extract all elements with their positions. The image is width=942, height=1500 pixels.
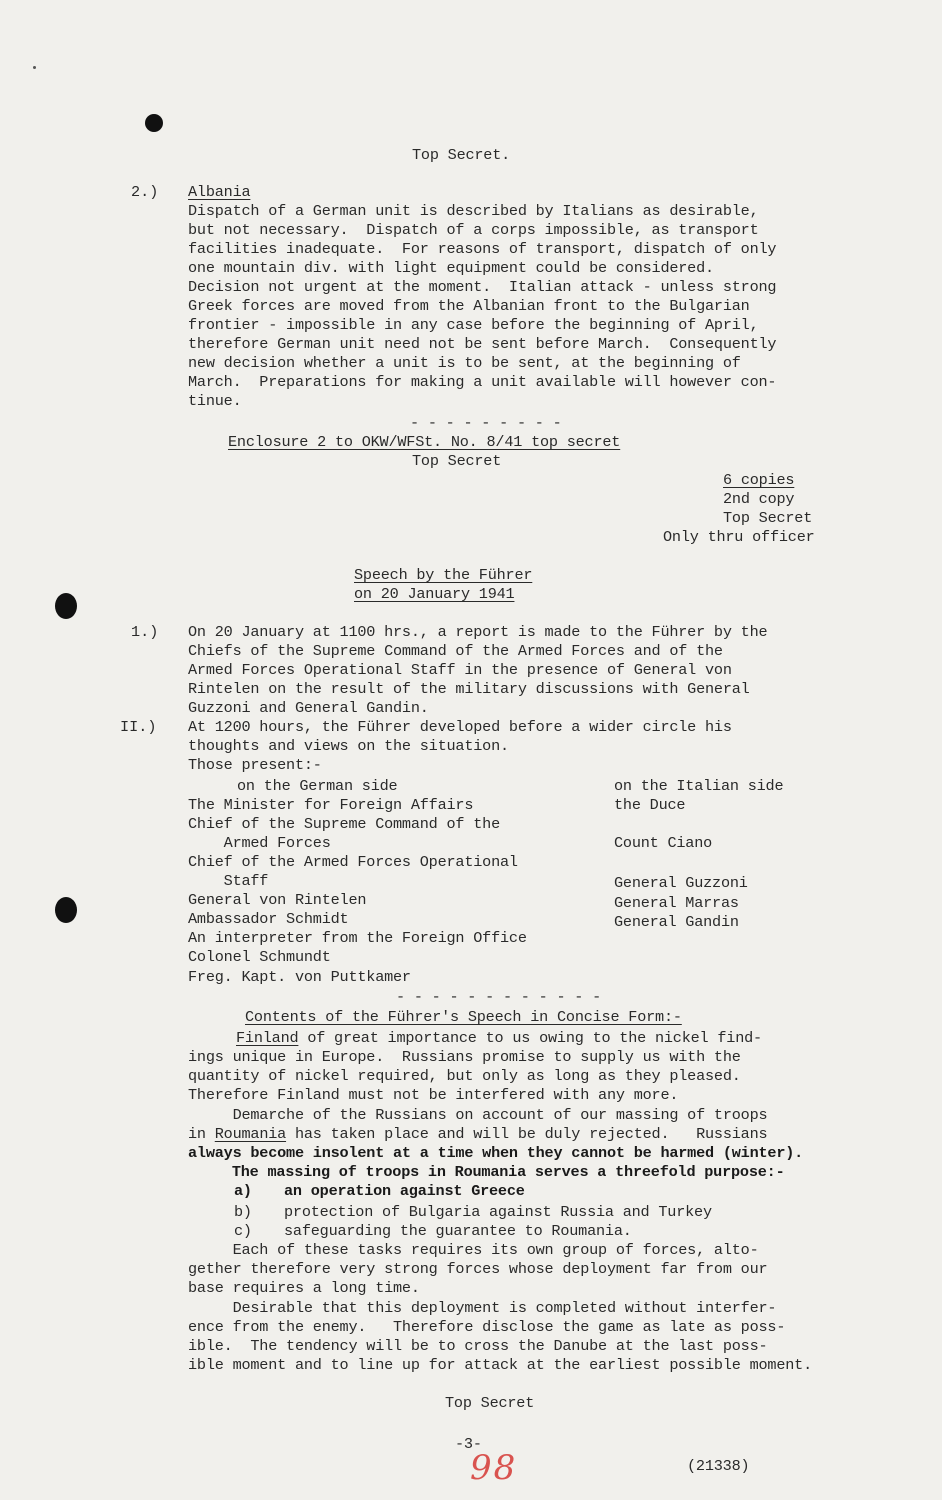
purpose-heading: The massing of troops in Roumania serves a threefold purpose:-: [214, 1163, 785, 1181]
speech-title-line2: on 20 January 1941: [354, 585, 515, 603]
para2-in: in: [188, 1125, 215, 1143]
contents-para3-line: base requires a long time.: [188, 1279, 420, 1297]
attendee: Staff: [188, 872, 269, 890]
attendee: The Minister for Foreign Affairs: [188, 796, 474, 814]
section-2b-line: At 1200 hours, the Führer developed before a wider circle his: [188, 718, 732, 736]
contents-para4-line: Desirable that this deployment is completed without interfer-: [188, 1299, 777, 1317]
section-1-line: Rintelen on the result of the military discussions with General: [188, 680, 750, 698]
section-2b-number: II.): [120, 718, 157, 736]
punch-hole-middle: [55, 593, 77, 619]
purpose-item: protection of Bulgaria against Russia and Turkey: [284, 1203, 712, 1221]
para2-rest: has taken place and will be duly rejected. Russians: [286, 1125, 768, 1143]
purpose-label: b): [234, 1203, 252, 1221]
german-side-label: on the German side: [237, 777, 398, 795]
handwritten-number: 98: [470, 1448, 518, 1488]
finland-word: Finland: [236, 1029, 299, 1047]
header-top-secret: Top Secret.: [412, 146, 511, 164]
roumania-word: Roumania: [214, 1125, 287, 1143]
attendee: Colonel Schmundt: [188, 948, 331, 966]
section-1-line: Armed Forces Operational Staff in the presence of General von: [188, 661, 732, 679]
section-2-line: tinue.: [188, 392, 242, 410]
contents-para4-line: ible. The tendency will be to cross the Danube at the last poss-: [188, 1337, 768, 1355]
section-1-line: Guzzoni and General Gandin.: [188, 699, 429, 717]
section-2-line: therefore German unit need not be sent before March. Consequently: [188, 335, 777, 353]
attendee: Freg. Kapt. von Puttkamer: [188, 968, 411, 986]
section-2-line: but not necessary. Dispatch of a corps impossible, as transport: [188, 221, 759, 239]
section-2b-line: thoughts and views on the situation.: [188, 737, 509, 755]
speech-title-line1: Speech by the Führer: [354, 566, 533, 584]
attendee: Chief of the Armed Forces Operational: [188, 853, 518, 871]
attendee: General Gandin: [614, 913, 739, 931]
attendee: Ambassador Schmidt: [188, 910, 349, 928]
enclosure-copy-no: 2nd copy: [723, 490, 795, 508]
section-1-line: On 20 January at 1100 hrs., a report is made to the Führer by the: [188, 623, 768, 641]
section-1-line: Chiefs of the Supreme Command of the Armed Forces and of the: [188, 642, 723, 660]
separator-1: - - - - - - - - -: [410, 414, 562, 432]
para1-text: of great importance to us owing to the nickel find-: [298, 1029, 762, 1047]
contents-para4-line: ence from the enemy. Therefore disclose the game as late as poss-: [188, 1318, 786, 1336]
enclosure-subtitle: Top Secret: [412, 452, 502, 470]
attendee: General Guzzoni: [614, 874, 748, 892]
contents-para2-line3: always become insolent at a time when they cannot be harmed (winter).: [188, 1144, 804, 1162]
section-2-line: facilities inadequate. For reasons of transport, dispatch of only: [188, 240, 777, 258]
speck-mark: [33, 66, 36, 69]
punch-hole-top: [145, 114, 163, 132]
purpose-item: safeguarding the guarantee to Roumania.: [284, 1222, 632, 1240]
contents-para1-line: Therefore Finland must not be interfered with any more.: [188, 1086, 679, 1104]
section-2-line: March. Preparations for making a unit available will however con-: [188, 373, 777, 391]
enclosure-classification: Top Secret: [723, 509, 813, 527]
contents-para3-line: gether therefore very strong forces whose deployment far from our: [188, 1260, 768, 1278]
purpose-label: c): [234, 1222, 252, 1240]
section-2b-line: Those present:-: [188, 756, 322, 774]
section-2-line: frontier - impossible in any case before the beginning of April,: [188, 316, 759, 334]
enclosure-copies: 6 copies: [723, 471, 795, 489]
contents-para2-line2: [188, 1125, 767, 1144]
purpose-item: an operation against Greece: [284, 1182, 525, 1200]
contents-para2-line1: Demarche of the Russians on account of our massing of troops: [188, 1106, 768, 1124]
attendee: Armed Forces: [188, 834, 331, 852]
section-2-line: one mountain div. with light equipment could be considered.: [188, 259, 714, 277]
attendee: An interpreter from the Foreign Office: [188, 929, 527, 947]
separator-2: - - - - - - - - - - - -: [396, 988, 602, 1006]
attendee: Chief of the Supreme Command of the: [188, 815, 500, 833]
contents-para1-line: ings unique in Europe. Russians promise to supply us with the: [188, 1048, 741, 1066]
enclosure-title: Enclosure 2 to OKW/WFSt. No. 8/41 top secret: [228, 433, 621, 451]
attendee: Count Ciano: [614, 834, 713, 852]
contents-para3-line: Each of these tasks requires its own group of forces, alto-: [188, 1241, 759, 1259]
italian-side-label: on the Italian side: [614, 777, 784, 795]
attendee: the Duce: [614, 796, 686, 814]
attendee: General von Rintelen: [188, 891, 367, 909]
section-2-line: Dispatch of a German unit is described by Italians as desirable,: [188, 202, 759, 220]
section-2-line: Greek forces are moved from the Albanian front to the Bulgarian: [188, 297, 750, 315]
contents-para1-line1: [236, 1029, 762, 1048]
section-2-number: 2.): [131, 183, 159, 201]
punch-hole-bottom: [55, 897, 77, 923]
document-stamp-number: (21338): [687, 1457, 750, 1475]
section-2-heading: Albania: [188, 183, 251, 201]
contents-heading: Contents of the Führer's Speech in Concise Form:-: [245, 1008, 682, 1026]
page-number: -3-: [455, 1435, 482, 1453]
purpose-label: a): [234, 1182, 252, 1200]
contents-para4-line: ible moment and to line up for attack at the earliest possible moment.: [188, 1356, 812, 1374]
section-1-number: 1.): [131, 623, 159, 641]
section-2-line: new decision whether a unit is to be sent, at the beginning of: [188, 354, 741, 372]
section-2-line: Decision not urgent at the moment. Italian attack - unless strong: [188, 278, 777, 296]
attendee: General Marras: [614, 894, 739, 912]
contents-para1-line: quantity of nickel required, but only as long as they pleased.: [188, 1067, 741, 1085]
footer-top-secret: Top Secret: [445, 1394, 535, 1412]
enclosure-handling: Only thru officer: [663, 528, 815, 546]
